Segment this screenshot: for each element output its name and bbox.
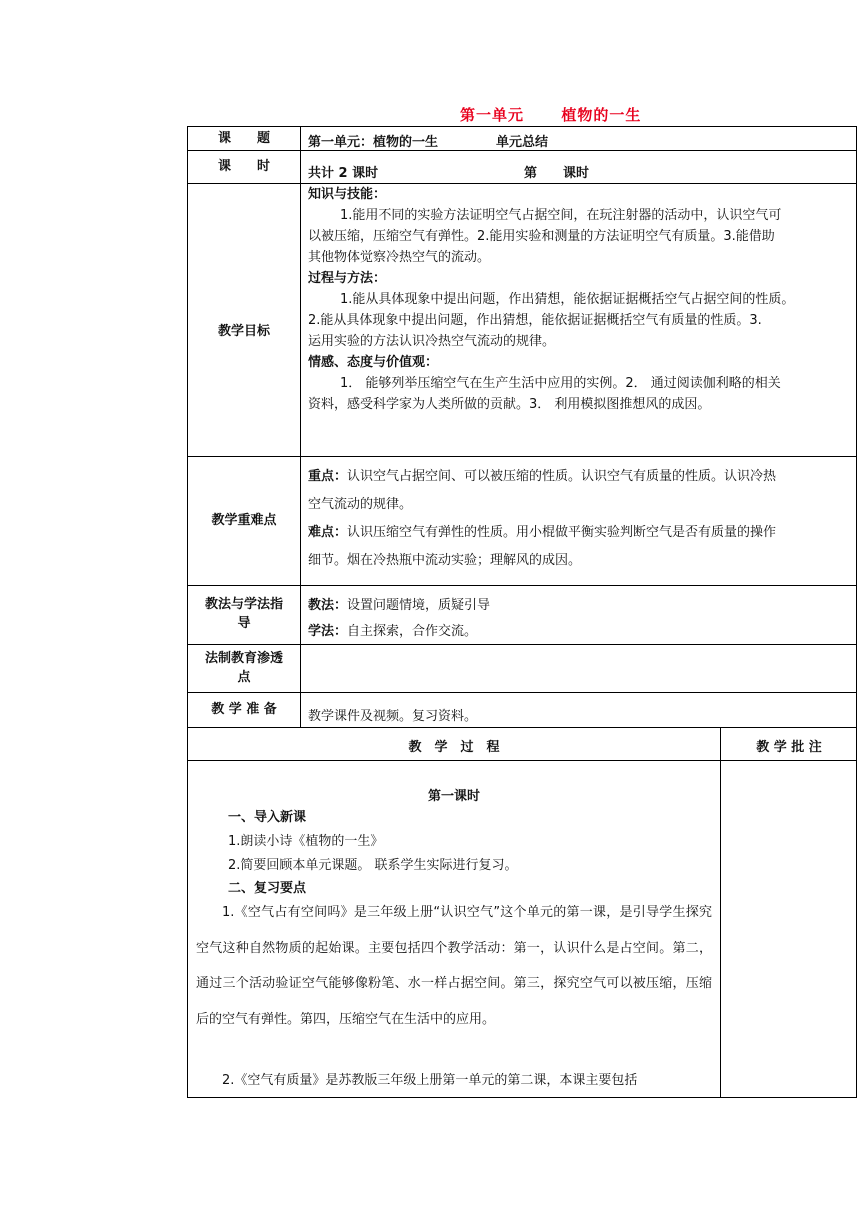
difficulty-text-a: 认识压缩空气有弹性的性质。用小棍做平衡实验判断空气是否有质量的操作 — [347, 525, 777, 540]
section-intro-heading: 一、导入新课 — [228, 810, 307, 825]
objectives-heading-3: 情感、态度与价值观： — [308, 355, 439, 370]
period-value-2: 第 课时 — [524, 166, 590, 181]
objectives-text-1c: 其他物体觉察冷热空气的流动。 — [308, 250, 491, 265]
topic-value-2: 单元总结 — [496, 135, 549, 150]
teaching-method-head: 教法： — [308, 598, 348, 613]
difficulty-head: 难点： — [308, 525, 348, 540]
law-education-label: 法制教育渗透 点 — [204, 651, 283, 685]
topic-value: 第一单元：植物的一生 — [308, 135, 439, 150]
key-point-text-b: 空气流动的规律。 — [308, 497, 413, 512]
review-paragraph-2: 2.《空气有质量》是苏教版三年级上册第一单元的第二课，本课主要包括 — [222, 1073, 638, 1088]
document-title: 第一单元 植物的一生 — [460, 106, 642, 124]
learning-method-head: 学法： — [308, 624, 348, 639]
difficulty-text-b: 细节。烟在冷热瓶中流动实验；理解风的成因。 — [308, 553, 582, 568]
key-point-text-a: 认识空气占据空间、可以被压缩的性质。认识空气有质量的性质。认识冷热 — [347, 469, 777, 484]
review-paragraph-1: 1.《空气占有空间吗》是三年级上册“认识空气”这个单元的第一课，是引导学生探究空气这种自然物质的起始课。主要包括四个教学活动：第一，认识什么是占空间。第二，通过三个活动验证空气能够像粉笔、水一样占据空间。第三，探究空气可以被压缩，压缩后的空气有弹性。第四，压缩空气在生活中的应用。 — [196, 905, 712, 1027]
lesson-title: 第一课时 — [427, 789, 480, 804]
methods-label: 教法与学法指 导 — [204, 597, 283, 631]
period-value: 共计 2 课时 — [308, 166, 379, 181]
preparation-value: 教学课件及视频。复习资料。 — [308, 709, 478, 724]
learning-method-text: 自主探索，合作交流。 — [347, 624, 478, 639]
objectives-text-3b: 资料，感受科学家为人类所做的贡献。3． 利用模拟图推想风的成因。 — [308, 397, 711, 412]
objectives-text-1b: 以被压缩，压缩空气有弹性。2.能用实验和测量的方法证明空气有质量。3.能借助 — [308, 229, 775, 244]
objectives-text-2b: 2.能从具体现象中提出问题，作出猜想，能依据证据概括空气有质量的性质。3. — [308, 313, 762, 328]
objectives-text-1a: 1.能用不同的实验方法证明空气占据空间，在玩注射器的活动中，认识空气可 — [340, 208, 782, 223]
teaching-method-text: 设置问题情境，质疑引导 — [347, 598, 491, 613]
objectives-heading-2: 过程与方法： — [308, 271, 387, 286]
key-point-head: 重点： — [308, 469, 348, 484]
objectives-text-2c: 运用实验的方法认识冷热空气流动的规律。 — [308, 334, 556, 349]
period-label: 课 时 — [217, 159, 270, 174]
intro-item-1: 1.朗读小诗《植物的一生》 — [228, 834, 384, 849]
topic-label: 课 题 — [217, 131, 270, 146]
objectives-text-2a: 1.能从具体现象中提出问题，作出猜想，能依据证据概括空气占据空间的性质。 — [340, 292, 795, 307]
key-points-label: 教学重难点 — [211, 513, 277, 528]
objectives-label: 教学目标 — [217, 324, 270, 339]
lesson-plan-table — [187, 126, 857, 1098]
intro-item-2: 2.简要回顾本单元课题。 联系学生实际进行复习。 — [228, 858, 518, 873]
preparation-label: 教 学 准 备 — [211, 702, 277, 717]
process-header: 教 学 过 程 — [408, 740, 500, 755]
objectives-heading-1: 知识与技能： — [308, 187, 387, 202]
section-review-heading: 二、复习要点 — [228, 881, 307, 896]
objectives-text-3a: 1． 能够列举压缩空气在生产生活中应用的实例。2． 通过阅读伽利略的相关 — [340, 376, 781, 391]
notes-header: 教 学 批 注 — [756, 740, 822, 755]
